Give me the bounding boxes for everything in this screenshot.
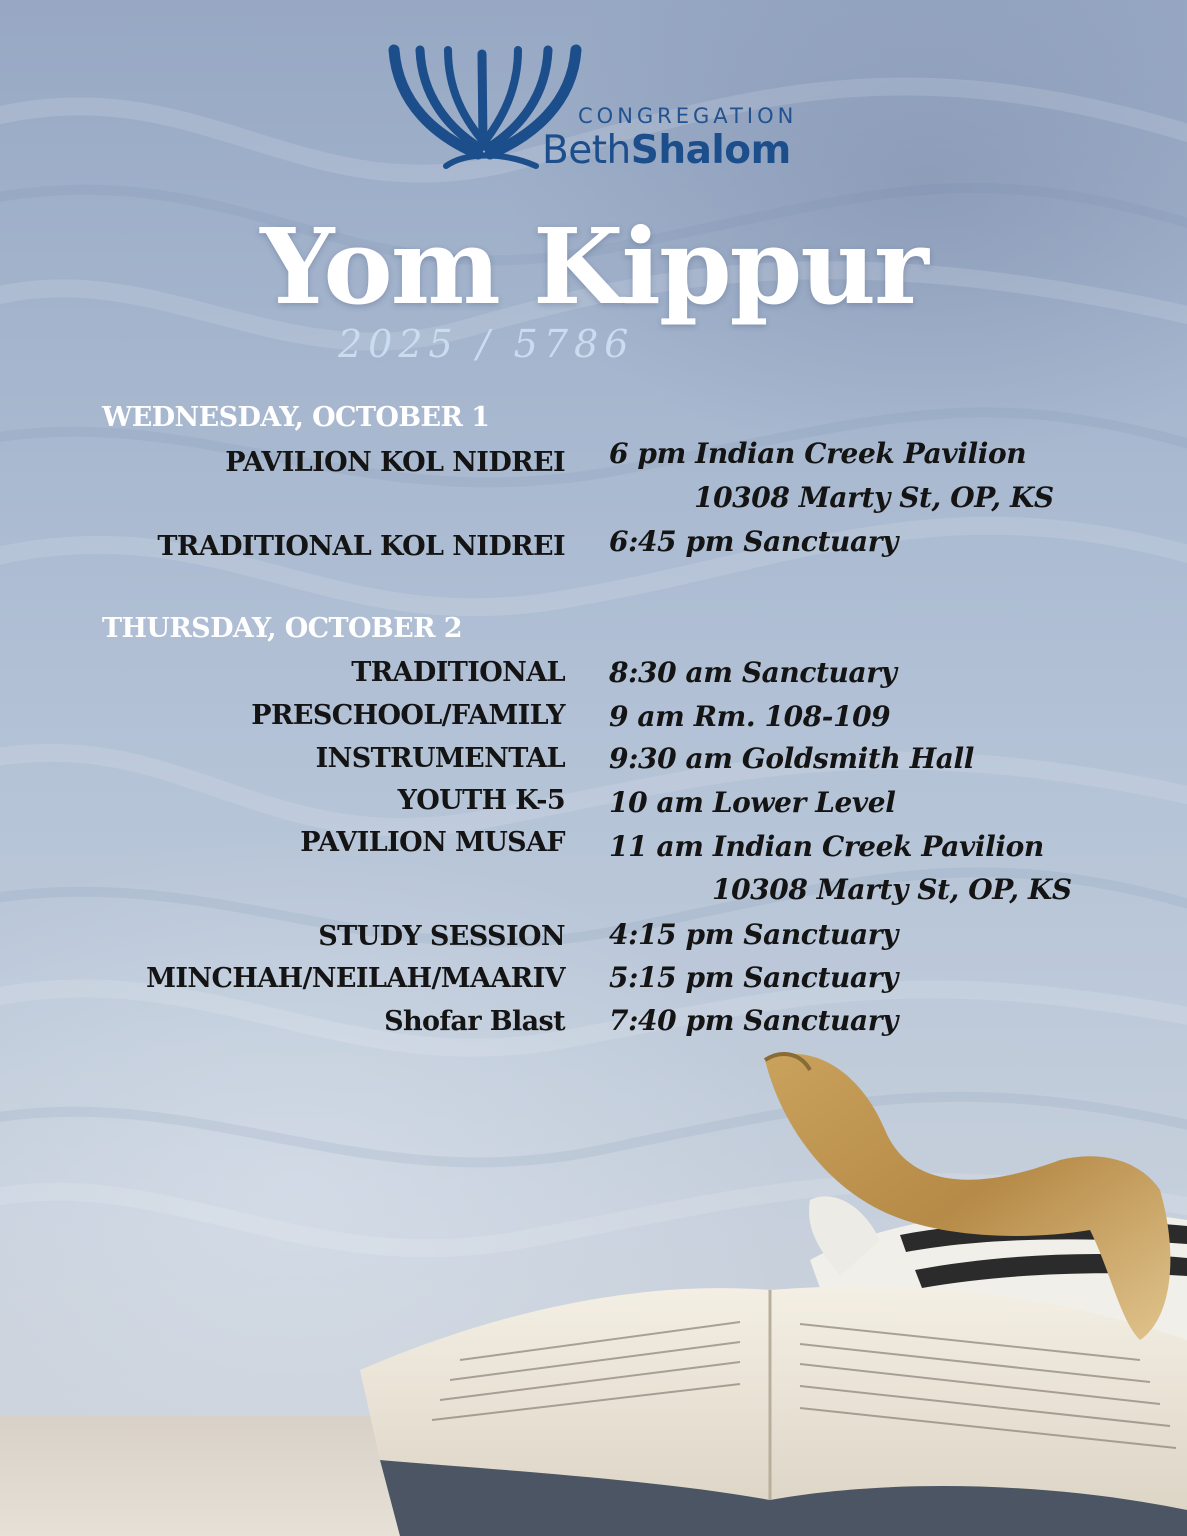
service-time-location: 6 pm Indian Creek Pavilion [609,437,1027,470]
day-heading-wednesday: WEDNESDAY, OCTOBER 1 [102,402,490,433]
page-title: Yom Kippur [260,205,927,328]
logo-congregation-text: CONGREGATION [578,104,798,128]
service-address: 10308 Marty St, OP, KS [712,873,1072,906]
service-time-location: 6:45 pm Sanctuary [609,525,898,558]
logo-beth-shalom-text [542,128,791,173]
day-heading-thursday: THURSDAY, OCTOBER 2 [102,613,462,644]
service-time-location: 7:40 pm Sanctuary [609,1004,898,1037]
service-time-location: 8:30 am Sanctuary [609,656,897,689]
service-label: STUDY SESSION [318,921,565,952]
service-time-location: 5:15 pm Sanctuary [609,961,898,994]
service-time-location: 4:15 pm Sanctuary [609,918,898,951]
year-subtitle: 2025 / 5786 [338,322,635,366]
service-label: MINCHAH/NEILAH/MAARIV [146,963,565,994]
service-label: PAVILION KOL NIDREI [225,447,565,478]
service-label: TRADITIONAL KOL NIDREI [157,531,565,562]
service-time-location: 9:30 am Goldsmith Hall [609,742,974,775]
service-time-location: 11 am Indian Creek Pavilion [609,830,1044,863]
service-label: PRESCHOOL/FAMILY [251,700,565,731]
shofar-tallit-prayer-book-icon [340,1040,1187,1536]
service-label: PAVILION MUSAF [300,827,565,858]
logo-beth: Beth [542,128,631,173]
service-label: INSTRUMENTAL [315,743,565,774]
service-label: TRADITIONAL [351,657,565,688]
service-label: Shofar Blast [384,1006,565,1037]
service-label: YOUTH K-5 [397,785,565,816]
service-address: 10308 Marty St, OP, KS [694,481,1054,514]
logo-shalom: Shalom [630,128,791,173]
service-time-location: 10 am Lower Level [609,786,896,819]
service-time-location: 9 am Rm. 108-109 [609,700,891,733]
